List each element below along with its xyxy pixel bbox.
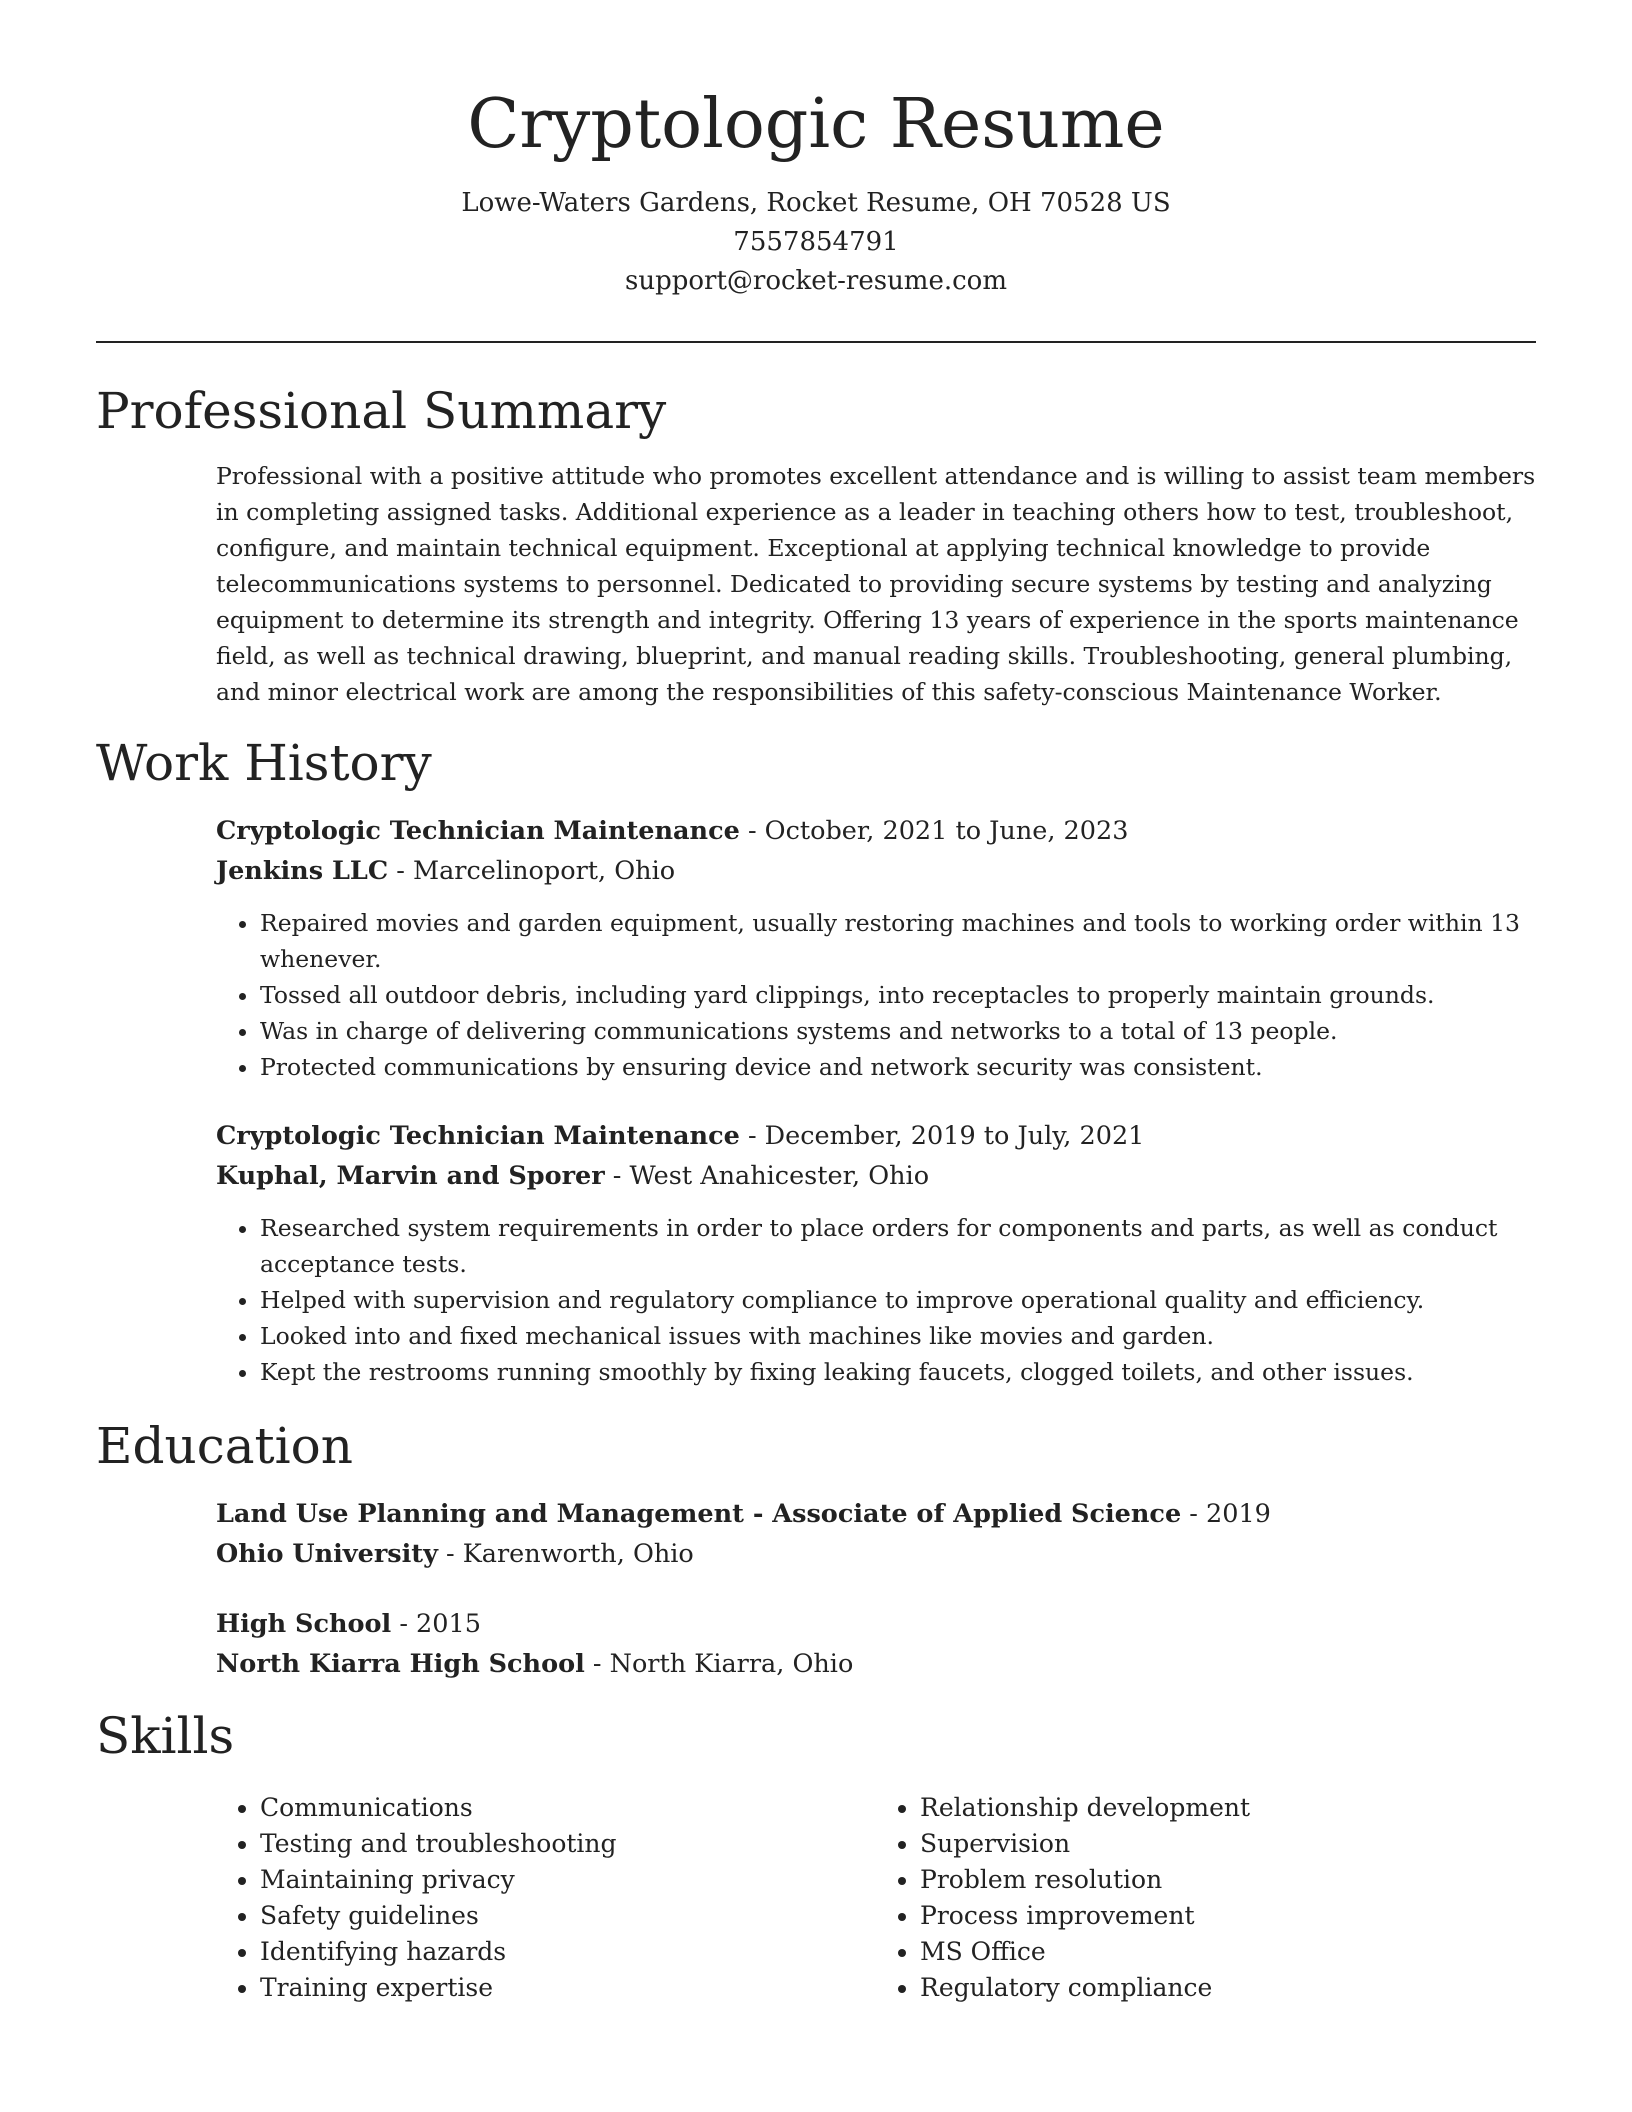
skills-list — [216, 1790, 1536, 2006]
job-location: - Marcelinoport, Ohio — [388, 856, 676, 886]
resume-header — [0, 80, 1632, 301]
list-item: • Looked into and fixed mechanical issues with machines like movies and garden. — [260, 1318, 1536, 1354]
summary-text: Professional with a positive attitude who promotes excellent attendance and is willing to assist team members in completing assigned tasks. Additional experience as a leader in teaching others how to test, troubleshoot, configure, and maintain technical equipment. Exceptional at applying technical knowledge to provide telecommunications systems to personnel. Dedicated to providing secure systems by testing and analyzing equipment to determine its strength and integrity. Offering 13 years of experience in the sports maintenance field, as well as technical drawing, blueprint, and manual reading skills. Troubleshooting, general plumbing, and minor electrical work are among the responsibilities of this safety-conscious Maintenance Worker. — [216, 462, 1536, 706]
education-location: - North Kiarra, Ohio — [584, 1649, 854, 1679]
skill-item: • Process improvement — [920, 1898, 1536, 1934]
education-school: Ohio University — [216, 1539, 438, 1569]
education-year: - 2019 — [1181, 1499, 1271, 1529]
skill-item: • Maintaining privacy — [260, 1862, 876, 1898]
list-item: • Was in charge of delivering communications systems and networks to a total of 13 people. — [260, 1013, 1536, 1049]
section-heading-skills: Skills — [96, 1707, 235, 1765]
job-location: - West Anahicester, Ohio — [604, 1161, 930, 1191]
education-entry-1 — [216, 1494, 1536, 1574]
list-item: • Kept the restrooms running smoothly by fixing leaking faucets, clogged toilets, and other issues. — [260, 1354, 1536, 1390]
work-entry-1 — [216, 811, 1536, 1085]
header-divider — [96, 341, 1536, 343]
skill-item: • Safety guidelines — [260, 1898, 876, 1934]
education-school: North Kiarra High School — [216, 1649, 585, 1679]
list-item: • Researched system requirements in order to place orders for components and parts, as well as conduct acceptance tests. — [260, 1210, 1536, 1282]
contact-phone: 7557854791 — [733, 227, 899, 257]
job-bullets — [216, 905, 1536, 1085]
list-item: • Repaired movies and garden equipment, usually restoring machines and tools to working order within 13 whenever. — [260, 905, 1536, 977]
skills-column-left — [216, 1790, 876, 2006]
job-bullets — [216, 1210, 1536, 1390]
education-year: - 2015 — [391, 1609, 481, 1639]
job-title-line — [216, 811, 1536, 851]
skill-item: • Supervision — [920, 1826, 1536, 1862]
education-entry-2 — [216, 1604, 1536, 1684]
resume-name: Cryptologic Resume — [467, 85, 1165, 164]
contact-address: Lowe-Waters Gardens, Rocket Resume, OH 70528 US — [461, 188, 1171, 218]
skill-item: • Identifying hazards — [260, 1934, 876, 1970]
job-company: Jenkins LLC — [216, 856, 389, 886]
education-degree-line — [216, 1494, 1536, 1534]
job-title-line — [216, 1116, 1536, 1156]
job-company-line — [216, 1156, 1536, 1196]
section-heading-education: Education — [96, 1417, 353, 1475]
list-item: • Protected communications by ensuring device and network security was consistent. — [260, 1049, 1536, 1085]
education-school-line — [216, 1644, 1536, 1684]
education-field: Land Use Planning and Management — [216, 1499, 744, 1529]
skill-item: • Communications — [260, 1790, 876, 1826]
skill-item: • MS Office — [920, 1934, 1536, 1970]
job-title: Cryptologic Technician Maintenance — [216, 816, 740, 846]
list-item: • Tossed all outdoor debris, including yard clippings, into receptacles to properly maintain grounds. — [260, 977, 1536, 1013]
skill-item: • Training expertise — [260, 1970, 876, 2006]
education-school-line — [216, 1534, 1536, 1574]
job-dates: - October, 2021 to June, 2023 — [739, 816, 1129, 846]
section-heading-work: Work History — [96, 734, 432, 792]
education-degree-line — [216, 1604, 1536, 1644]
skill-item: • Testing and troubleshooting — [260, 1826, 876, 1862]
job-company-line — [216, 851, 1536, 891]
job-title: Cryptologic Technician Maintenance — [216, 1121, 740, 1151]
skill-item: • Relationship development — [920, 1790, 1536, 1826]
contact-info — [0, 184, 1632, 301]
job-dates: - December, 2019 to July, 2021 — [739, 1121, 1145, 1151]
skills-column-right — [876, 1790, 1536, 2006]
job-company: Kuphal, Marvin and Sporer — [216, 1161, 605, 1191]
education-field: High School — [216, 1609, 392, 1639]
skill-item: • Regulatory compliance — [920, 1970, 1536, 2006]
list-item: • Helped with supervision and regulatory compliance to improve operational quality and efficiency. — [260, 1282, 1536, 1318]
skill-item: • Problem resolution — [920, 1862, 1536, 1898]
education-degree: - Associate of Applied Science — [743, 1499, 1182, 1529]
section-heading-summary: Professional Summary — [96, 382, 667, 440]
work-entry-2 — [216, 1116, 1536, 1390]
contact-email: support@rocket-resume.com — [624, 266, 1007, 296]
education-location: - Karenworth, Ohio — [437, 1539, 694, 1569]
